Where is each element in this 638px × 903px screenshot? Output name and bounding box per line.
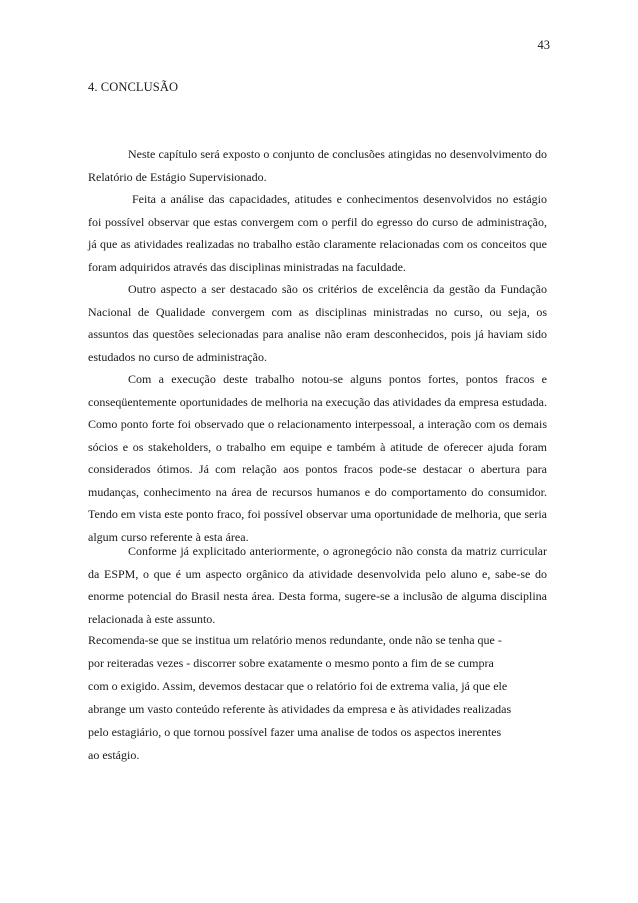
page-number: 43 [537,38,550,52]
section-title: 4. CONCLUSÃO [88,80,179,94]
paragraph-2: Feita a análise das capacidades, atitudes e conhecimentos desenvolvidos no estágio foi possível observar que estas convergem com o perfil do egresso do curso de administração, já que as atividades realizadas no trabalho estão claramente relacionadas com os conceitos que foram adquiridos através das disciplinas ministradas na faculdade. [88,192,547,274]
paragraph-1: Neste capítulo será exposto o conjunto de conclusões atingidas no desenvolvimento do Relatório de Estágio Supervisionado. [88,147,547,184]
paragraph-4: Com a execução deste trabalho notou-se alguns pontos fortes, pontos fracos e conseqüentemente oportunidades de melhoria na execução das atividades da empresa estudada. Como ponto forte foi observado que o relacionamento interpessoal, a interação com os demais sócios e os stakeholders, o trabalho em equipe e também à atitude de oferecer ajuda foram considerados ótimos. Já com relação aos pontos fracos pode-se destacar o abertura para mudanças, conhecimento na área de recursos humanos e do comportamento do consumidor. Tendo em vista este ponto fraco, foi possível observar uma oportunidade de melhoria, que seria algum curso referente à esta área. [88,372,547,544]
final-line-6: ao estágio. [88,748,140,762]
final-line-4: abrange um vasto conteúdo referente às atividades da empresa e às atividades realizadas [88,702,512,716]
paragraph-5: Conforme já explicitado anteriormente, o agronegócio não consta da matriz curricular da ESPM, o que é um aspecto orgânico da atividade desenvolvida pelo aluno e, sabe-se do enorme potencial do Brasil nesta área. Desta forma, sugere-se a inclusão de alguma disciplina relacionada à este assunto. [88,544,547,626]
final-line-1: Recomenda-se que se institua um relatório menos redundante, onde não se tenha que - [88,633,502,647]
final-line-5: pelo estagiário, o que tornou possível fazer uma analise de todos os aspectos inerentes [88,725,502,739]
paragraph-3: Outro aspecto a ser destacado são os critérios de excelência da gestão da Fundação Nacional de Qualidade convergem com as disciplinas ministradas no curso, ou seja, os assuntos das questões selecionadas para analise não eram desconhecidos, pois já haviam sido estudados no curso de administração. [88,282,547,364]
final-line-3: com o exigido. Assim, devemos destacar que o relatório foi de extrema valia, já que ele [88,679,508,693]
final-line-2: por reiteradas vezes - discorrer sobre exatamente o mesmo ponto a fim de se cumpra [88,656,494,670]
